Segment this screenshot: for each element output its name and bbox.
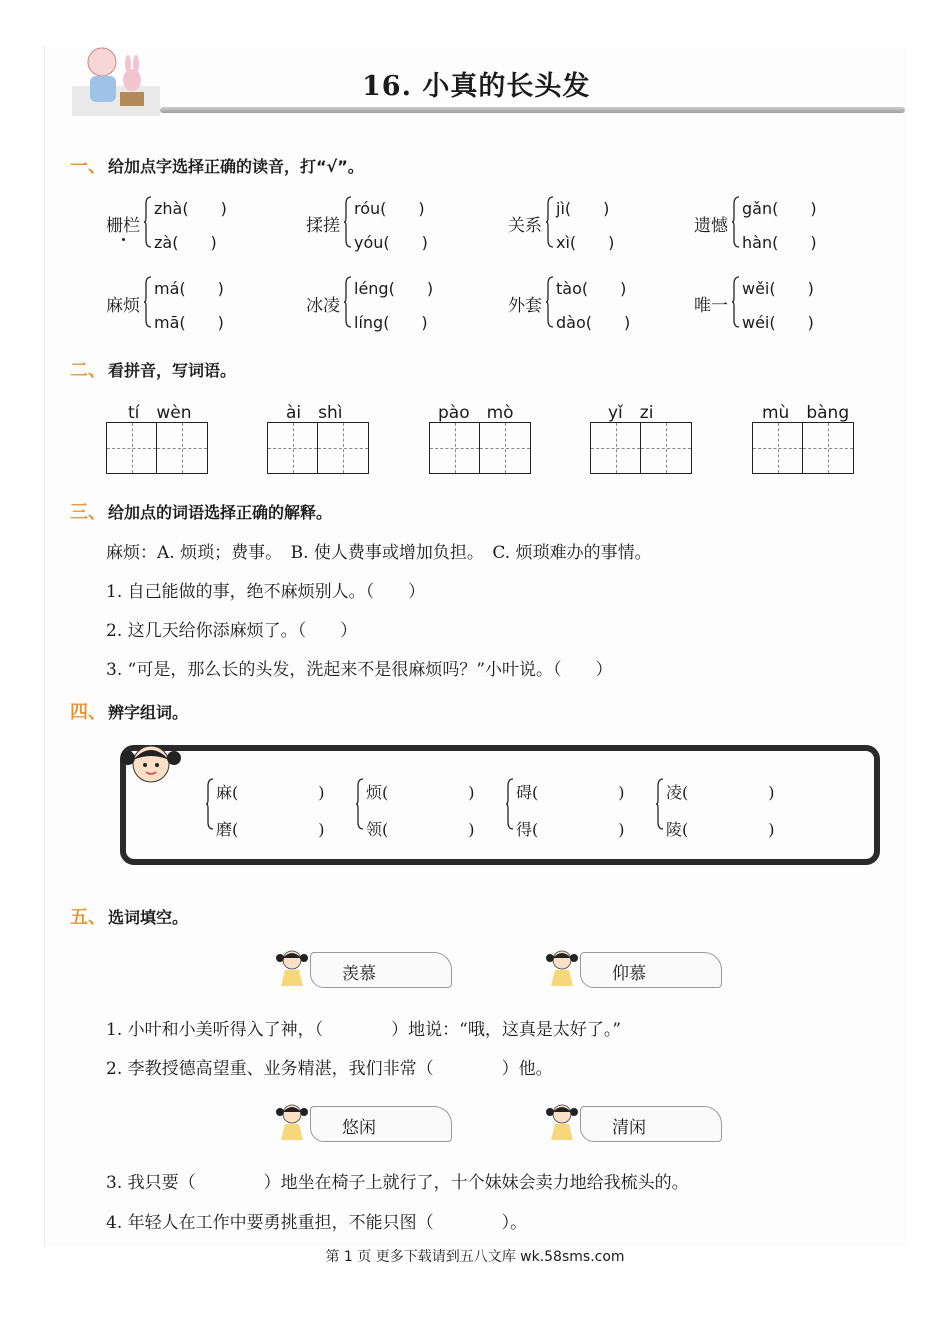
girl-icon xyxy=(272,946,312,992)
word-bank-tag xyxy=(542,946,722,990)
brace-icon xyxy=(506,778,514,830)
page-footer: 第 1 页 更多下载请到五八文库 wk.58sms.com xyxy=(325,1249,625,1265)
definition-line: 麻烦：A. 烦琐；费事。 B. 使人费事或增加负担。 C. 烦琐难办的事情。 xyxy=(106,543,652,563)
char-entry[interactable]: 得( ) xyxy=(516,820,625,839)
fill-question: 2. 李教授德高望重、业务精湛，我们非常（ ）他。 xyxy=(106,1059,553,1079)
word-choice: 仰慕 xyxy=(612,964,646,984)
fill-question: 3. 我只要（ ）地坐在椅子上就行了，十个妹妹会卖力地给我梳头的。 xyxy=(106,1173,689,1193)
pron-option-b[interactable]: hàn( ) xyxy=(742,233,817,252)
section-3-heading: 三、 给加点的词语选择正确的解释。 xyxy=(70,502,333,523)
section-4-heading: 四、 辨字组词。 xyxy=(70,702,189,723)
brace-icon xyxy=(144,276,152,328)
pron-option-a[interactable]: tào( ) xyxy=(556,279,627,298)
pron-option-b[interactable]: líng( ) xyxy=(354,313,428,332)
pinyin-label: mù bàng xyxy=(762,403,850,423)
fill-question: 1. 小叶和小美听得入了神，（ ）地说：“哦，这真是太好了。” xyxy=(106,1020,622,1040)
brace-icon xyxy=(546,276,554,328)
brace-icon xyxy=(344,276,352,328)
pron-option-a[interactable]: zhà( ) xyxy=(154,199,227,218)
char-entry[interactable]: 领( ) xyxy=(366,820,475,839)
pron-option-b[interactable]: zà( ) xyxy=(154,233,217,252)
char-entry[interactable]: 磨( ) xyxy=(216,820,325,839)
pron-option-a[interactable]: róu( ) xyxy=(354,199,425,218)
brace-icon xyxy=(656,778,664,830)
writing-grid[interactable] xyxy=(267,422,369,474)
brace-icon xyxy=(732,276,740,328)
girl-icon xyxy=(542,946,582,992)
section-1-heading: 一、 给加点字选择正确的读音，打“√”。 xyxy=(70,156,364,177)
char-entry[interactable]: 陵( ) xyxy=(666,820,775,839)
pron-word: 唯一 xyxy=(694,296,728,316)
page-title: 16. 小真的长头发 xyxy=(362,71,591,102)
section-2-heading: 二、 看拼音，写词语。 xyxy=(70,360,237,381)
brace-icon xyxy=(144,196,152,248)
char-entry[interactable]: 凌( ) xyxy=(666,783,775,802)
question-line: 2. 这几天给你添麻烦了。（ ） xyxy=(106,621,358,641)
pron-word: 外套 xyxy=(508,296,542,316)
pron-option-a[interactable]: gǎn( ) xyxy=(742,199,817,218)
pron-option-b[interactable]: yóu( ) xyxy=(354,233,428,252)
question-line: 3. “可是，那么长的头发，洗起来不是很麻烦吗？”小叶说。（ ） xyxy=(106,660,613,680)
pron-word: 关系 xyxy=(508,216,542,236)
pron-word: 冰凌 xyxy=(306,296,340,316)
char-entry[interactable]: 麻( ) xyxy=(216,783,325,802)
rope-frame xyxy=(120,745,880,865)
pron-option-a[interactable]: wěi( ) xyxy=(742,279,814,298)
girl-icon xyxy=(542,1100,582,1146)
brace-icon xyxy=(206,778,214,830)
pron-word: 遗憾 xyxy=(694,216,728,236)
writing-grid[interactable] xyxy=(429,422,531,474)
pron-option-a[interactable]: jì( ) xyxy=(556,199,610,218)
word-bank-tag xyxy=(272,1100,452,1144)
question-line: 1. 自己能做的事，绝不麻烦别人。（ ） xyxy=(106,582,426,602)
word-choice: 羡慕 xyxy=(342,964,376,984)
word-choice: 清闲 xyxy=(612,1118,646,1138)
pron-word: 栅栏 xyxy=(106,216,140,236)
char-entry[interactable]: 烦( ) xyxy=(366,783,475,802)
writing-grid[interactable] xyxy=(590,422,692,474)
brace-icon xyxy=(732,196,740,248)
pron-word: 揉搓 xyxy=(306,216,340,236)
pinyin-label: tí wèn xyxy=(128,403,192,423)
writing-grid[interactable] xyxy=(106,422,208,474)
word-bank-tag xyxy=(272,946,452,990)
char-entry[interactable]: 碍( ) xyxy=(516,783,625,802)
girl-avatar-icon xyxy=(118,736,184,788)
pron-option-b[interactable]: mā( ) xyxy=(154,313,224,332)
pron-option-b[interactable]: dào( ) xyxy=(556,313,631,332)
section-5-heading: 五、 选词填空。 xyxy=(70,907,189,928)
writing-grid[interactable] xyxy=(752,422,854,474)
pron-option-b[interactable]: wéi( ) xyxy=(742,313,814,332)
word-choice: 悠闲 xyxy=(342,1118,376,1138)
girl-icon xyxy=(272,1100,312,1146)
pron-option-b[interactable]: xì( ) xyxy=(556,233,615,252)
word-bank-tag xyxy=(542,1100,722,1144)
mascot-illustration-icon xyxy=(72,46,160,116)
brace-icon xyxy=(356,778,364,830)
pinyin-label: ài shì xyxy=(286,403,343,423)
pron-option-a[interactable]: má( ) xyxy=(154,279,224,298)
pinyin-label: pào mò xyxy=(438,403,514,423)
pron-word: 麻烦 xyxy=(106,296,140,316)
title-underline xyxy=(160,107,905,113)
pron-option-a[interactable]: léng( ) xyxy=(354,279,434,298)
brace-icon xyxy=(546,196,554,248)
brace-icon xyxy=(344,196,352,248)
pinyin-label: yǐ zi xyxy=(608,403,654,423)
fill-question: 4. 年轻人在工作中要勇挑重担，不能只图（ ）。 xyxy=(106,1213,528,1233)
